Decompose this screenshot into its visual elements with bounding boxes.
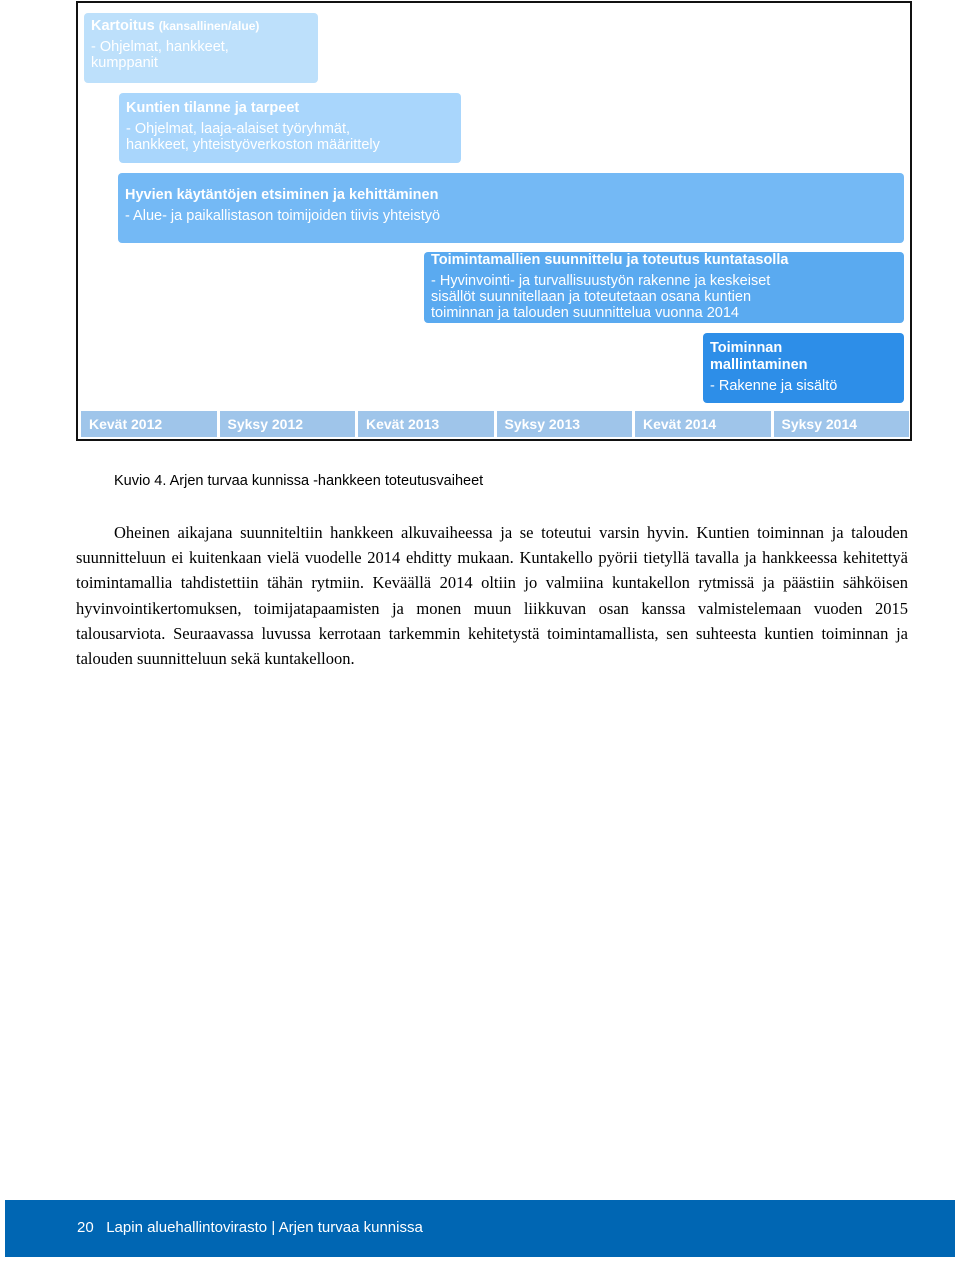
season-label: Kevät 2012 [81, 411, 217, 437]
phase-title: Kuntien tilanne ja tarpeet [126, 100, 300, 116]
season-label: Kevät 2013 [358, 411, 494, 437]
season-label: Syksy 2012 [220, 411, 356, 437]
phase-title-note: (kansallinen/alue) [158, 19, 260, 33]
season-label: Syksy 2014 [774, 411, 910, 437]
phase-description: - Rakenne ja sisältö [710, 378, 838, 394]
phase-title: Toiminnan mallintaminen [710, 340, 808, 373]
phase-kartoitus [84, 13, 318, 83]
page-number: 20 [77, 1219, 94, 1236]
page-footer [5, 1200, 955, 1257]
phase-description: - Ohjelmat, hankkeet, kumppanit [91, 39, 229, 71]
footer-text [77, 1219, 423, 1237]
phase-title: Hyvien käytäntöjen etsiminen ja kehittäminen [125, 187, 439, 203]
phase-description: - Hyvinvointi- ja turvallisuustyön rakenne ja keskeiset sisällöt suunnitellaan ja toteutetaan osana kuntien toiminnan ja talouden suunnittelua vuonna 2014 [431, 273, 771, 321]
phase-title: Kartoitus (kansallinen/alue) [91, 18, 260, 34]
footer-publication: Arjen turvaa kunnissa [278, 1219, 423, 1236]
season-timeline [81, 411, 909, 437]
season-label: Syksy 2013 [497, 411, 633, 437]
phase-mallintaminen [703, 333, 904, 403]
phase-description: - Ohjelmat, laaja-alaiset työryhmät, hankkeet, yhteistyöverkoston määrittely [126, 121, 380, 153]
timeline-figure [76, 1, 912, 441]
phase-hyvat-kaytannot [118, 173, 904, 243]
phase-kuntien-tilanne [119, 93, 461, 163]
season-label: Kevät 2014 [635, 411, 771, 437]
figure-caption: Kuvio 4. Arjen turvaa kunnissa -hankkeen toteutusvaiheet [114, 473, 484, 489]
phase-toimintamallien-suunnittelu [424, 252, 904, 323]
phase-title: Toimintamallien suunnittelu ja toteutus kuntatasolla [431, 252, 789, 268]
footer-publisher: Lapin aluehallintovirasto [106, 1219, 268, 1236]
footer-separator: | [271, 1219, 276, 1236]
phase-description: - Alue- ja paikallistason toimijoiden tiivis yhteistyö [125, 208, 441, 224]
body-paragraph: Oheinen aikajana suunniteltiin hankkeen alkuvaiheessa ja se toteutui varsin hyvin. Kuntien toiminnan ja talouden suunnitteluun ei kuitenkaan vielä vuodelle 2014 ehditty mukaan. Kuntakello pyörii tietyllä tavalla ja hankkeessa kehitettyä toimintamallia tahdistettiin tähän rytmiin. Keväällä 2014 oltiin jo valmiina kuntakellon rytmissä ja päästiin sähköisen hyvinvointikertomuksen, toimijatapaamisten ja monen muun liikkuvan osan kanssa valmistelemaan vuoden 2015 talousarviota. Seuraavassa luvussa kerrotaan tarkemmin kehitetystä toimintamallista, sen suhteesta kuntien toiminnan ja talouden suunnitteluun sekä kuntakelloon. [76, 523, 908, 669]
